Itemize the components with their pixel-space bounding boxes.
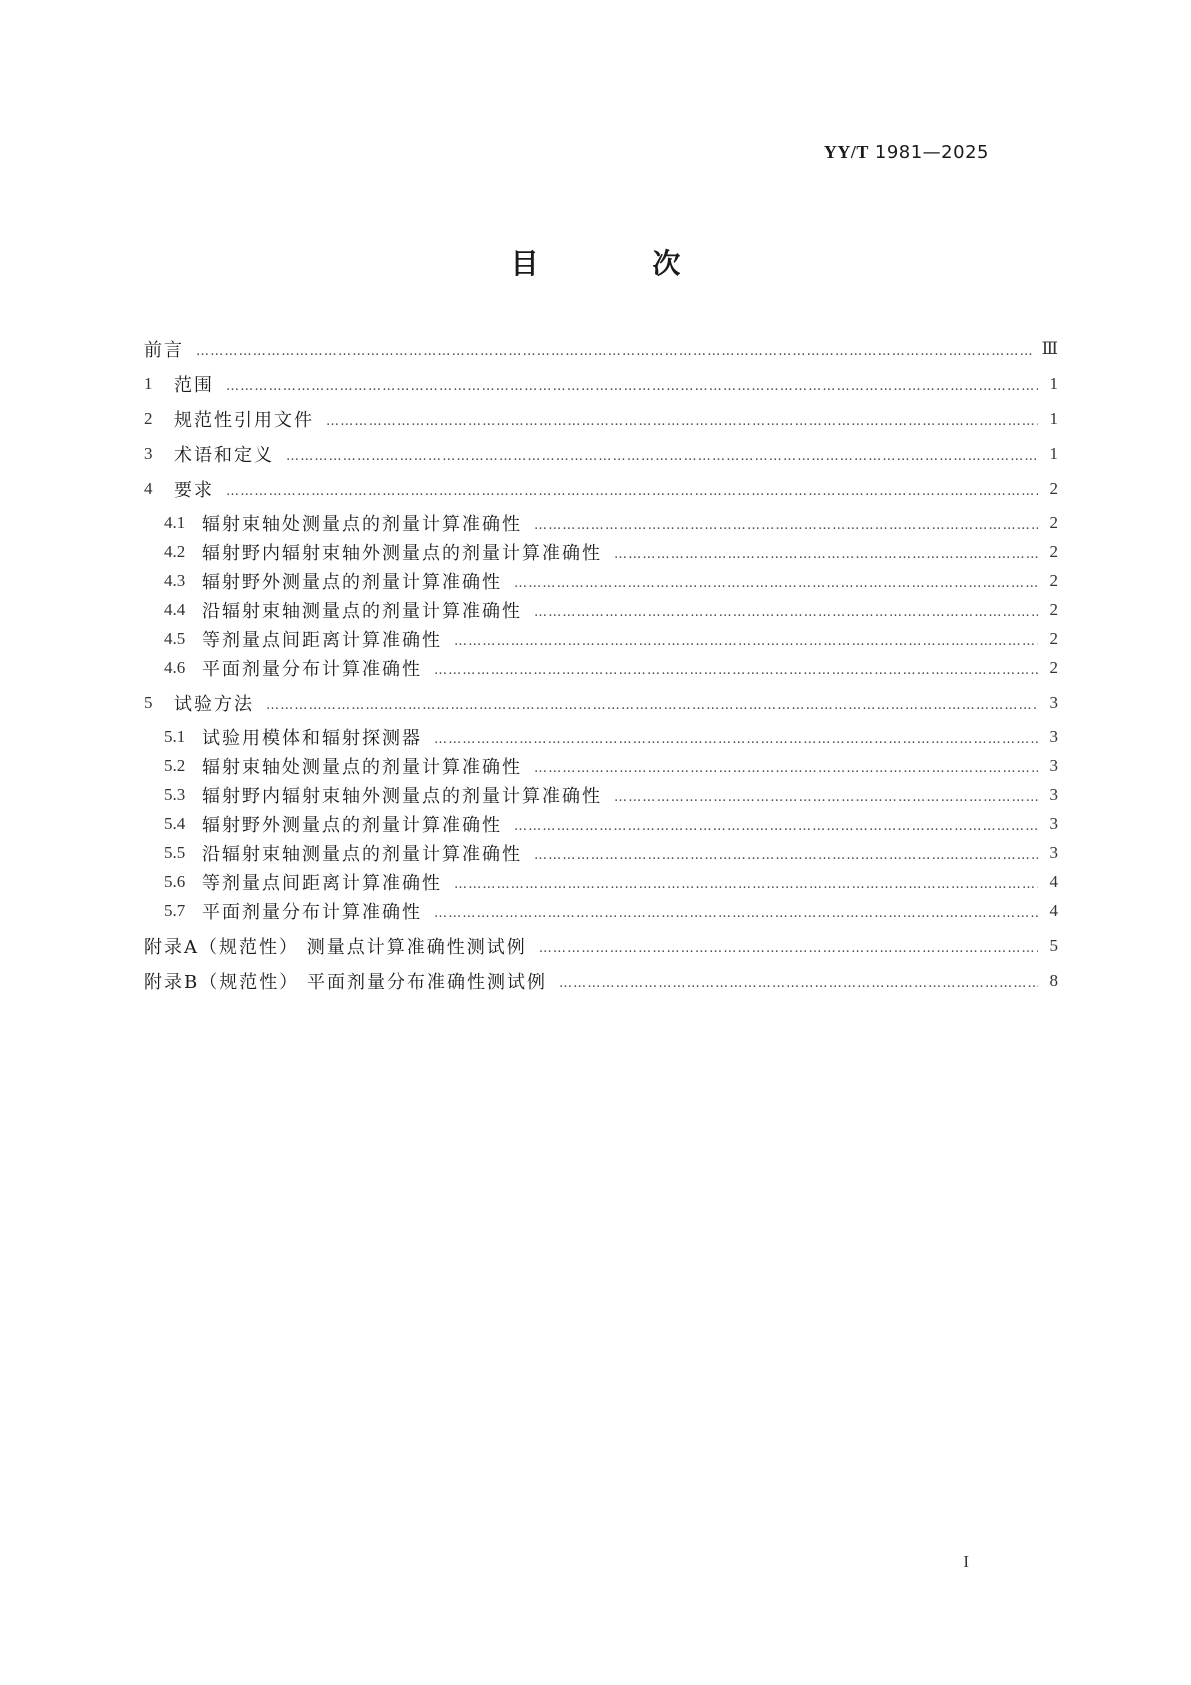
toc-title: 目 次: [510, 247, 733, 280]
page-folio: I: [963, 1552, 969, 1571]
toc-entry-label: 附录A（规范性） 测量点计算准确性测试例: [144, 937, 527, 958]
toc-entry-number: 4: [144, 479, 153, 498]
toc-entry-number: 5.1: [164, 727, 186, 746]
toc-entry-page: 2: [1049, 658, 1058, 677]
toc-leader-dots: [226, 379, 1038, 394]
toc-entry-label: 沿辐射束轴测量点的剂量计算准确性: [202, 601, 522, 622]
toc-entry[interactable]: [144, 626, 1058, 652]
toc-entry-page: 2: [1049, 629, 1058, 648]
toc-entry-page: 4: [1049, 901, 1058, 920]
toc-entry[interactable]: [144, 539, 1058, 565]
toc-entry-page: 3: [1049, 814, 1058, 833]
toc-entry-label: 等剂量点间距离计算准确性: [202, 873, 442, 894]
toc-leader-dots: [514, 819, 1038, 834]
toc-entry-number: 5.5: [164, 843, 186, 862]
toc-entry-number: 4.1: [164, 513, 186, 532]
toc-entry-label: 辐射野内辐射束轴外测量点的剂量计算准确性: [202, 786, 602, 807]
toc-entry-label: 范围: [174, 375, 214, 396]
toc-entry-label: 术语和定义: [174, 445, 274, 466]
toc-entry-label: 辐射束轴处测量点的剂量计算准确性: [202, 757, 522, 778]
toc-entry-number: 5.4: [164, 814, 186, 833]
toc-entry-label: 附录B（规范性） 平面剂量分布准确性测试例: [144, 972, 547, 993]
toc-entry-page: 2: [1049, 513, 1058, 532]
toc-entry[interactable]: [144, 476, 1058, 502]
toc-entry-label: 试验方法: [174, 694, 254, 715]
toc-entry[interactable]: [144, 510, 1058, 536]
toc-entry-page: 3: [1049, 693, 1058, 712]
toc-leader-dots: [226, 484, 1038, 499]
toc-entry-page: 3: [1049, 727, 1058, 746]
toc-entry[interactable]: [144, 568, 1058, 594]
standard-code: [824, 142, 989, 163]
toc-leader-dots: [454, 877, 1038, 892]
toc-entry-number: 5.3: [164, 785, 186, 804]
toc-leader-dots: [534, 761, 1038, 776]
toc-entry-number: 4.5: [164, 629, 186, 648]
toc-entry-label: 辐射野外测量点的剂量计算准确性: [202, 815, 502, 836]
toc-entry-label: 平面剂量分布计算准确性: [202, 902, 422, 923]
standard-code-prefix: YY/T: [823, 142, 869, 162]
toc-entry-number: 2: [144, 409, 153, 428]
toc-entry-page: 3: [1049, 843, 1058, 862]
toc-entry-number: 4.4: [164, 600, 186, 619]
toc-entry-label: 辐射野内辐射束轴外测量点的剂量计算准确性: [202, 543, 602, 564]
toc-entry-label: 规范性引用文件: [174, 410, 314, 431]
toc-entry[interactable]: [144, 840, 1058, 866]
toc-entry-page: 5: [1049, 936, 1058, 955]
toc-leader-dots: [559, 976, 1038, 991]
toc-entry[interactable]: [144, 811, 1058, 837]
toc-leader-dots: [434, 732, 1038, 747]
toc-leader-dots: [539, 941, 1038, 956]
toc-entry[interactable]: [144, 441, 1058, 467]
toc-entry-number: 4.6: [164, 658, 186, 677]
toc-leader-dots: [514, 576, 1038, 591]
toc-leader-dots: [434, 663, 1038, 678]
toc-leader-dots: [534, 605, 1038, 620]
toc-entry[interactable]: [144, 690, 1058, 716]
toc-leader-dots: [196, 344, 1034, 359]
toc-entry-label: 辐射束轴处测量点的剂量计算准确性: [202, 514, 522, 535]
toc-entry[interactable]: [144, 597, 1058, 623]
toc-entry-label: 辐射野外测量点的剂量计算准确性: [202, 572, 502, 593]
toc-entry-label: 要求: [174, 480, 214, 501]
toc-leader-dots: [286, 449, 1038, 464]
toc-leader-dots: [434, 906, 1038, 921]
toc-entry[interactable]: [144, 371, 1058, 397]
toc-entry-page: 2: [1049, 571, 1058, 590]
toc-leader-dots: [266, 698, 1038, 713]
toc-entry-number: 5.7: [164, 901, 186, 920]
toc-entry[interactable]: [144, 869, 1058, 895]
toc-entry-page: 1: [1049, 444, 1058, 463]
toc-leader-dots: [614, 790, 1038, 805]
toc-entry-number: 5.6: [164, 872, 186, 891]
toc-entry-label: 沿辐射束轴测量点的剂量计算准确性: [202, 844, 522, 865]
toc-entry[interactable]: [144, 655, 1058, 681]
toc-leader-dots: [534, 848, 1038, 863]
toc-entry[interactable]: [144, 933, 1058, 959]
toc-entry-number: 3: [144, 444, 153, 463]
toc-entry[interactable]: [144, 753, 1058, 779]
toc-entry-page: 3: [1049, 785, 1058, 804]
toc-entry[interactable]: [144, 968, 1058, 994]
toc-entry[interactable]: [144, 898, 1058, 924]
toc-entry-number: 4.2: [164, 542, 186, 561]
toc-entry-page: 2: [1049, 600, 1058, 619]
toc-entry[interactable]: [144, 336, 1058, 362]
toc-entry-label: 前言: [144, 340, 184, 361]
toc-entry-page: 1: [1049, 409, 1058, 428]
standard-code-number: 1981—2025: [874, 142, 989, 163]
toc-leader-dots: [534, 518, 1038, 533]
toc-leader-dots: [326, 414, 1038, 429]
toc-entry-page: 1: [1049, 374, 1058, 393]
toc-entry-page: Ⅲ: [1041, 339, 1058, 358]
toc-leader-dots: [454, 634, 1038, 649]
toc-entry-label: 试验用模体和辐射探测器: [202, 728, 422, 749]
toc-entry[interactable]: [144, 406, 1058, 432]
toc-entry-page: 4: [1049, 872, 1058, 891]
toc-leader-dots: [614, 547, 1038, 562]
toc-entry-number: 5.2: [164, 756, 186, 775]
toc-entry-number: 1: [144, 374, 153, 393]
toc-entry-number: 5: [144, 693, 153, 712]
toc-entry[interactable]: [144, 782, 1058, 808]
toc-entry-number: 4.3: [164, 571, 186, 590]
toc-entry-page: 8: [1049, 971, 1058, 990]
toc-entry-page: 3: [1049, 756, 1058, 775]
toc-entry[interactable]: [144, 724, 1058, 750]
toc-entry-label: 等剂量点间距离计算准确性: [202, 630, 442, 651]
toc-entry-label: 平面剂量分布计算准确性: [202, 659, 422, 680]
toc-entry-page: 2: [1049, 479, 1058, 498]
toc-entry-page: 2: [1049, 542, 1058, 561]
